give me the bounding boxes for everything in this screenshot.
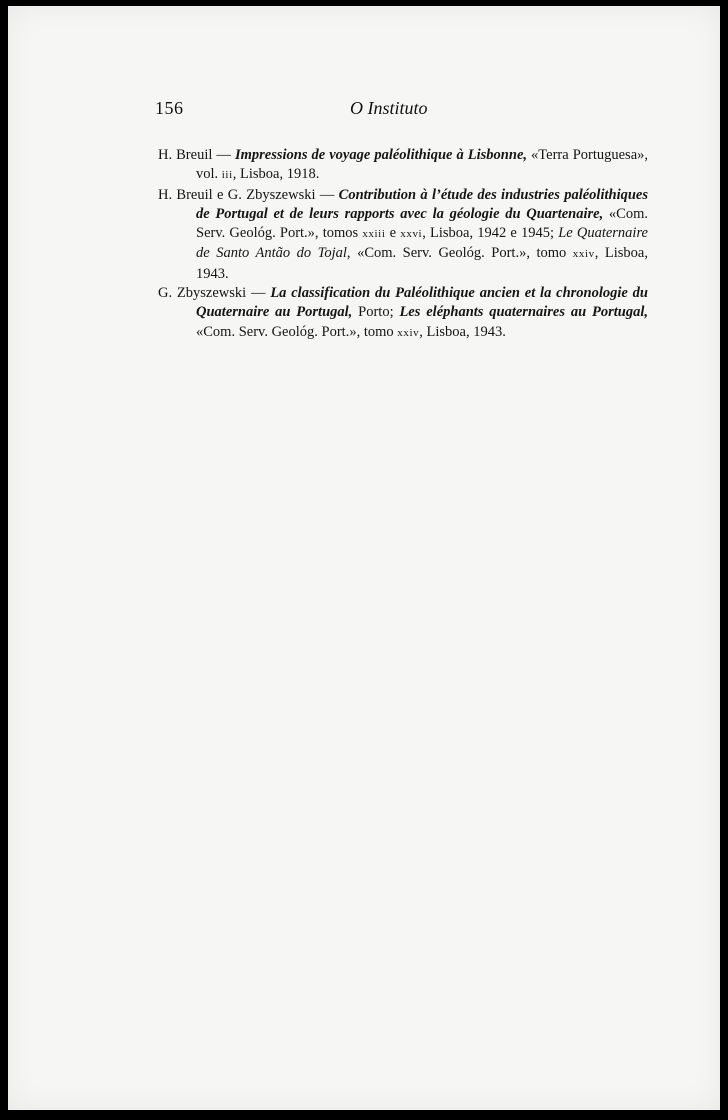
- ref-author: G. Zbyszewski —: [158, 285, 271, 302]
- ref-source: , Lisboa, 1918.: [232, 166, 320, 183]
- ref-title: Contribution à l’étude des industries paléolithiques de Portugal et de leurs rapports avec la géologie du Quartenaire,: [196, 186, 648, 222]
- ref-author: H. Breuil —: [158, 147, 235, 163]
- book-page: [8, 6, 720, 1110]
- page-header: [155, 98, 655, 122]
- ref-source: «Com. Serv. Geológ. Port.», tomos: [196, 205, 648, 242]
- ref-title: Les eléphants quaternaires au Portugal,: [399, 304, 649, 321]
- ref-volume: xxiii: [362, 228, 386, 241]
- reference-entry: [158, 186, 648, 284]
- ref-source: , Lisboa, 1943.: [419, 323, 506, 340]
- ref-title: La classification du Paléolithique ancien et la chronologie du Quaternaire au Portugal,: [196, 285, 648, 321]
- ref-source: «Com. Serv. Geológ. Port.», tomo: [196, 323, 398, 340]
- ref-title: Impressions de voyage paléolithique à Lisbonne,: [234, 147, 527, 163]
- ref-volume: xxiv: [397, 326, 420, 339]
- ref-source: , Lisboa, 1942 e 1945;: [422, 225, 559, 242]
- ref-volume: xxvi: [400, 228, 423, 241]
- running-title: O Instituto: [350, 98, 428, 118]
- page-number: 156: [155, 98, 184, 118]
- ref-title: Le Quaternaire de Santo Antão do Tojal,: [196, 225, 648, 262]
- reference-entry: [158, 284, 648, 343]
- ref-volume: xxiv: [572, 248, 595, 261]
- ref-source: «Terra Portuguesa», vol.: [196, 147, 649, 183]
- ref-volume: iii: [221, 169, 233, 182]
- ref-source: e: [385, 225, 401, 242]
- ref-author: H. Breuil e G. Zbyszewski —: [158, 186, 339, 203]
- bibliography: [158, 146, 648, 343]
- ref-source: Porto;: [352, 304, 400, 321]
- ref-source: «Com. Serv. Geológ. Port.», tomo: [350, 245, 573, 262]
- ref-source: , Lisboa, 1943.: [196, 245, 648, 282]
- reference-entry: [158, 146, 648, 186]
